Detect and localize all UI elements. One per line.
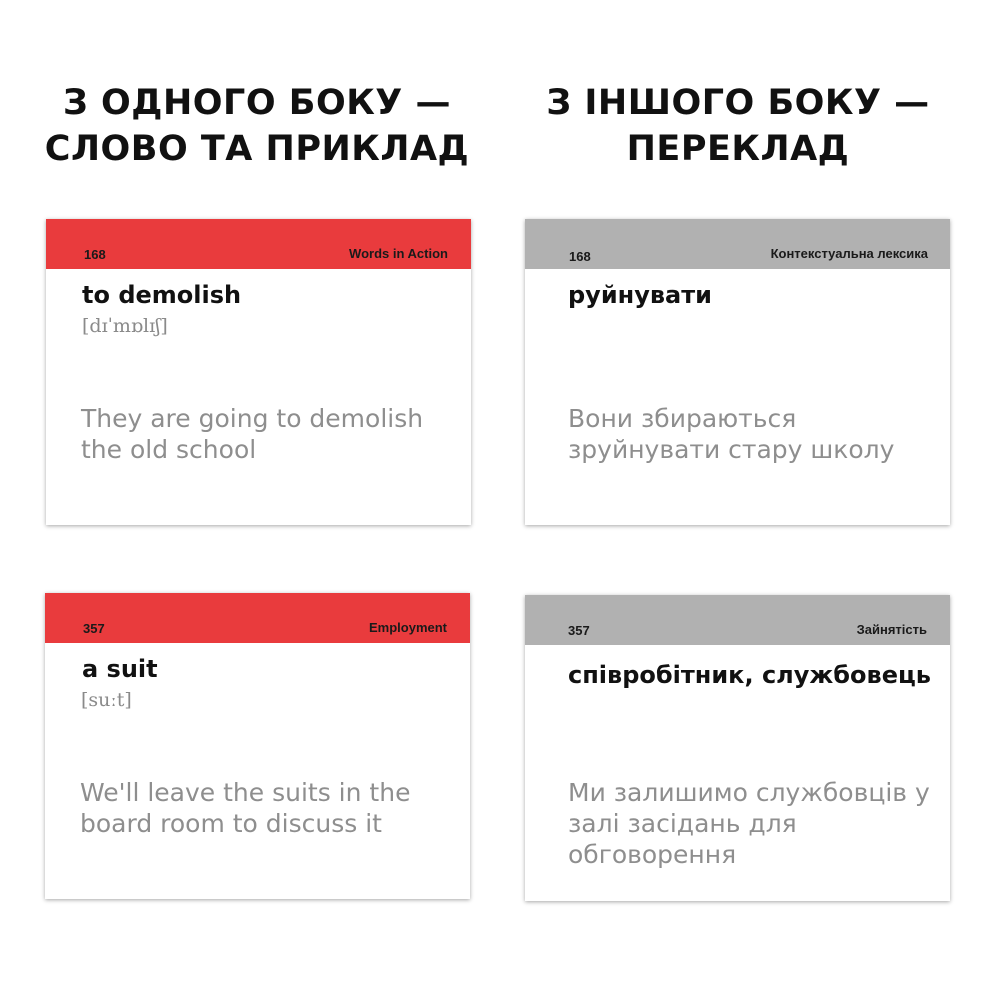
card-example: We'll leave the suits in the board room to discuss it: [80, 778, 411, 838]
heading-front-side: [27, 80, 487, 172]
card-topic: Employment: [368, 620, 447, 635]
card-topic: Зайнятість: [856, 622, 927, 637]
card-number: 357: [83, 621, 105, 636]
card-number: 168: [569, 249, 591, 264]
card-example: Вони збираються зруйнувати стару школу: [568, 404, 895, 464]
heading-back-side: [508, 80, 968, 172]
card-example: They are going to demolish the old school: [81, 404, 424, 464]
card-number: 168: [84, 247, 106, 262]
flashcard-front-357: [45, 593, 470, 899]
card-word: to demolish: [82, 281, 242, 309]
card-header-bar: [525, 219, 950, 269]
card-topic: Контекстуальна лексика: [770, 246, 928, 261]
heading-front-line-1: З ОДНОГО БОКУ —: [63, 83, 451, 123]
heading-front-line-2: СЛОВО ТА ПРИКЛАД: [44, 129, 470, 169]
card-transcription: [suːt]: [81, 689, 132, 711]
card-word: руйнувати: [568, 281, 712, 309]
card-word: співробітник, службовець: [568, 661, 931, 689]
flashcard-back-168: [525, 219, 950, 525]
card-example: Ми залишимо службовців у залі засідань для обговорення: [568, 778, 930, 869]
heading-back-line-2: ПЕРЕКЛАД: [626, 129, 850, 169]
card-transcription: [dɪˈmɒlɪʃ]: [82, 315, 168, 337]
card-header-bar: [525, 595, 950, 645]
card-number: 357: [568, 623, 590, 638]
card-word: a suit: [82, 655, 158, 683]
card-header-bar: [46, 219, 471, 269]
flashcard-back-357: [525, 595, 950, 901]
card-topic: Words in Action: [349, 246, 448, 261]
card-header-bar: [45, 593, 470, 643]
flashcard-front-168: [46, 219, 471, 525]
heading-back-line-1: З ІНШОГО БОКУ —: [546, 83, 930, 123]
